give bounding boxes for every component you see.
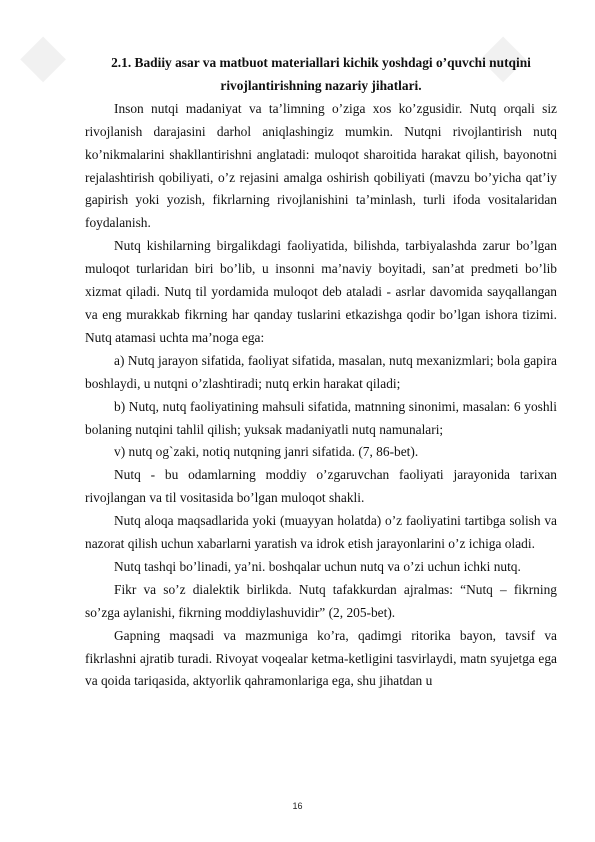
paragraph: Gapning maqsadi va mazmuniga ko’ra, qadimgi ritorika bayon, tavsif va fikrlashni ajratib turadi. Rivoyat voqealar ketma-ketligini tasvirlaydi, matn syujetga ega va qoida tariqasida, aktyorlik qahramonlariga ega, shu jihatdan u bbox=[85, 627, 557, 689]
paragraph: b) Nutq, nutq faoliyatining mahsuli sifatida, matnning sinonimi, masalan: 6 yoshli bolaning nutqini tahlil qilish; yuksak madaniyatli nutq namunalari; bbox=[85, 398, 557, 437]
paragraph: Nutq tashqi bo’linadi, ya’ni. boshqalar uchun nutq va o’zi uchun ichki nutq. bbox=[114, 558, 521, 574]
watermark-mark: ◆ bbox=[20, 20, 67, 90]
page-number: 16 bbox=[292, 801, 303, 811]
paragraph: Nutq - bu odamlarning moddiy o’zgaruvchan faoliyati jarayonida tarixan rivojlangan va til vositasida bo’lgan muloqot shakli. bbox=[85, 467, 557, 506]
paragraph: v) nutq og`zaki, notiq nutqning janri sifatida. (7, 86-bet). bbox=[114, 444, 419, 460]
paragraph: Inson nutqi madaniyat va ta’limning o’ziga xos ko’zgusidir. Nutq orqali siz rivojlanish darajasini darhol aniqlashingiz mumkin. Nutqni rivojlantirish nutq ko’nikmalarini shakllantirishni anglatadi: muloqot sharoitida harakat qilish, bayonotni rejalashtirish qobiliyati, o’z rejasini amalga oshirish qobiliyati (mavzu bo’yicha qat’iy gapirish yoki yozish, fikrlarning rivojlanishini ta’minlash, turli ifoda vositalaridan foydalanish. bbox=[85, 100, 557, 231]
document-body bbox=[85, 52, 557, 693]
paragraph: Nutq aloqa maqsadlarida yoki (muayyan holatda) o’z faoliyatini tartibga solish va nazorat qilish uchun xabarlarni yaratish va idrok etish jarayonlarini o’z ichiga oladi. bbox=[85, 513, 557, 552]
paragraph: Nutq kishilarning birgalikdagi faoliyatida, bilishda, tarbiyalashda zarur bo’lgan muloqot turlaridan biri bo’lib, u insonni ma’naviy boyitadi, san’at predmeti bo’lib xizmat qiladi. Nutq til yordamida muloqot deb ataladi - asrlar davomida sayqallangan va eng murakkab fikrning har qanday tuslarini etkazishga qodir bo’lgan ishora tizimi. Nutq atamasi uchta ma’noga ega: bbox=[85, 238, 557, 345]
paragraph: a) Nutq jarayon sifatida, faoliyat sifatida, masalan, nutq mexanizmlari; bola gapira boshlaydi, u nutqni o’zlashtiradi; nutq erkin harakat qiladi; bbox=[85, 352, 557, 391]
paragraph: Fikr va so’z dialektik birlikda. Nutq tafakkurdan ajralmas: “Nutq – fikrning so’zga aylanishi, fikrning moddiylashuvidir” (2, 205-bet). bbox=[85, 581, 557, 620]
section-heading: 2.1. Badiiy asar va matbuot materiallari kichik yoshdagi o’quvchi nutqini rivojlantirishning nazariy jihatlari. bbox=[111, 55, 531, 93]
watermark-mark: ◆ bbox=[480, 20, 527, 90]
